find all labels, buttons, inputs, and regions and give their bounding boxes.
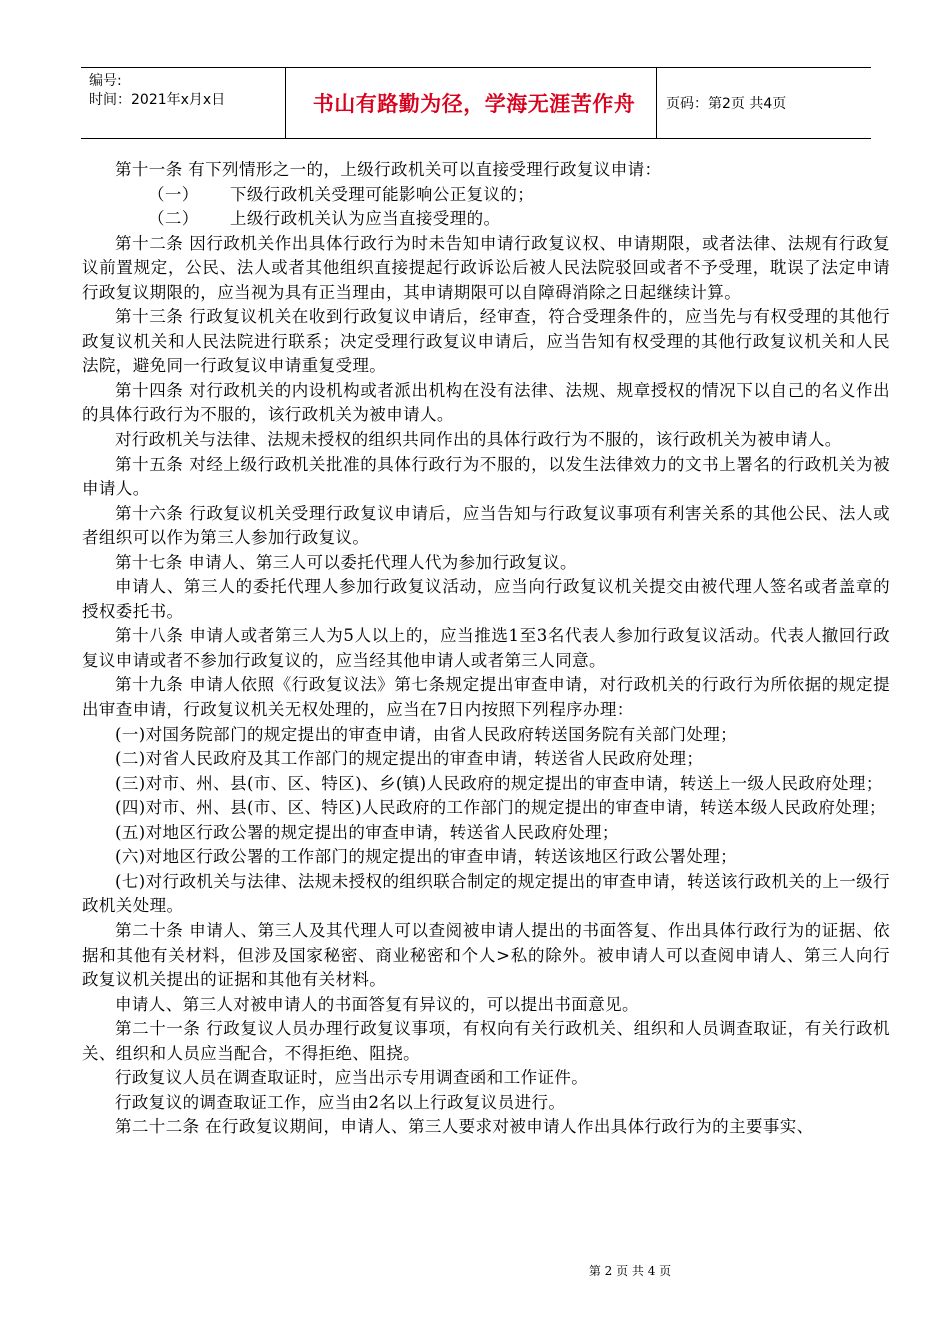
paragraph: (五)对地区行政公署的规定提出的审查申请，转送省人民政府处理；	[115, 822, 619, 842]
doc-id-label: 编号:	[89, 73, 122, 89]
header-page-info: 页码：第2页 共4页	[666, 96, 787, 112]
paragraph: 第二十二条 在行政复议期间，申请人、第三人要求对被申请人作出具体行政行为的主要事实、	[115, 1117, 814, 1137]
paragraph: 第十五条 对经上级行政机关批准的具体行政行为不服的，以发生法律效力的文书上署名的行政机关为被申请人。	[82, 454, 890, 499]
paragraph: 申请人、第三人对被申请人的书面答复有异议的，可以提出书面意见。	[115, 994, 639, 1014]
list-item-number: （二）	[148, 209, 199, 229]
paragraph: (二)对省人民政府及其工作部门的规定提出的审查申请，转送省人民政府处理；	[115, 749, 704, 769]
paragraph: 第二十一条 行政复议人员办理行政复议事项，有权向有关行政机关、组织和人员调查取证，有关行政机关、组织和人员应当配合，不得拒绝、阻挠。	[82, 1019, 890, 1063]
paragraph: 第十四条 对行政机关的内设机构或者派出机构在没有法律、法规、规章授权的情况下以自己的名义作出的具体行政行为不服的，该行政机关为被申请人。	[82, 380, 890, 425]
paragraph: (六)对地区行政公署的工作部门的规定提出的审查申请，转送该地区行政公署处理；	[115, 847, 738, 867]
paragraph: 第十九条 申请人依照《行政复议法》第七条规定提出审查申请，对行政机关的行政行为所依据的规定提出审查申请，行政复议机关无权处理的，应当在7日内按照下列程序办理：	[82, 675, 890, 720]
paragraph: 第十一条 有下列情形之一的，上级行政机关可以直接受理行政复议申请：	[115, 160, 662, 179]
paragraph: 第二十条 申请人、第三人及其代理人可以查阅被申请人提出的书面答复、作出具体行政行为的证据、依据和其他有关材料，但涉及国家秘密、商业秘密和个人>私的除外。被申请人可以查阅申请人、第三人向行政复议机关提出的证据和其他有关材料。	[82, 920, 890, 990]
paragraph: 第十七条 申请人、第三人可以委托代理人代为参加行政复议。	[115, 552, 577, 572]
paragraph: 申请人、第三人的委托代理人参加行政复议活动，应当向行政复议机关提交由被代理人签名或者盖章的授权委托书。	[82, 577, 890, 621]
header-divider	[656, 68, 657, 138]
document-body	[82, 158, 890, 1140]
paragraph: (七)对行政机关与法律、法规未授权的组织联合制定的规定提出的审查申请，转送该行政机关的上一级行政机关处理。	[82, 871, 890, 916]
list-item-text: 下级行政机关受理可能影响公正复议的；	[230, 184, 535, 204]
paragraph: 第十二条 因行政机关作出具体行政行为时未告知申请行政复议权、申请期限，或者法律、法规有行政复议前置规定，公民、法人或者其他组织直接提起行政诉讼后被人民法院驳回或者不予受理，耽误了法定申请行政复议期限的，应当视为具有正当理由，其申请期限可以自障碍消除之日起继续计算。	[82, 233, 890, 302]
doc-date: 时间：2021年x月x日	[89, 92, 226, 108]
list-item-number: （一）	[148, 184, 199, 204]
paragraph: 第十三条 行政复议机关在收到行政复议申请后，经审查，符合受理条件的，应当先与有权受理的其他行政复议机关和人民法院进行联系；决定受理行政复议申请后，应当告知有权受理的其他行政复议机关和人民法院，避免同一行政复议申请重复受理。	[82, 307, 890, 376]
header-motto: 书山有路勤为径，学海无涯苦作舟	[312, 92, 636, 116]
paragraph: (一)对国务院部门的规定提出的审查申请，由省人民政府转送国务院有关部门处理；	[115, 724, 738, 744]
paragraph: (三)对市、州、县(市、区、特区)、乡(镇)人民政府的规定提出的审查申请，转送上一级人民政府处理；	[115, 773, 883, 793]
paragraph: 第十八条 申请人或者第三人为5人以上的，应当推选1至3名代表人参加行政复议活动。代表人撤回行政复议申请或者不参加行政复议的，应当经其他申请人或者第三人同意。	[82, 626, 890, 670]
page-footer: 第 2 页 共 4 页	[588, 1264, 672, 1278]
header-meta	[89, 72, 279, 110]
paragraph: 行政复议人员在调查取证时，应当出示专用调查函和工作证件。	[115, 1068, 589, 1088]
paragraph: (四)对市、州、县(市、区、特区)人民政府的工作部门的规定提出的审查申请，转送本级人民政府处理；	[115, 798, 886, 818]
paragraph: 行政复议的调查取证工作，应当由2名以上行政复议员进行。	[115, 1092, 566, 1112]
paragraph: 对行政机关与法律、法规未授权的组织共同作出的具体行政行为不服的，该行政机关为被申请人。	[115, 430, 842, 450]
paragraph: 第十六条 行政复议机关受理行政复议申请后，应当告知与行政复议事项有利害关系的其他公民、法人或者组织可以作为第三人参加行政复议。	[82, 503, 890, 548]
list-item	[82, 183, 890, 208]
list-item-text: 上级行政机关认为应当直接受理的。	[230, 209, 501, 229]
header-divider	[285, 68, 286, 138]
list-item	[82, 207, 890, 232]
header-table	[81, 67, 871, 139]
